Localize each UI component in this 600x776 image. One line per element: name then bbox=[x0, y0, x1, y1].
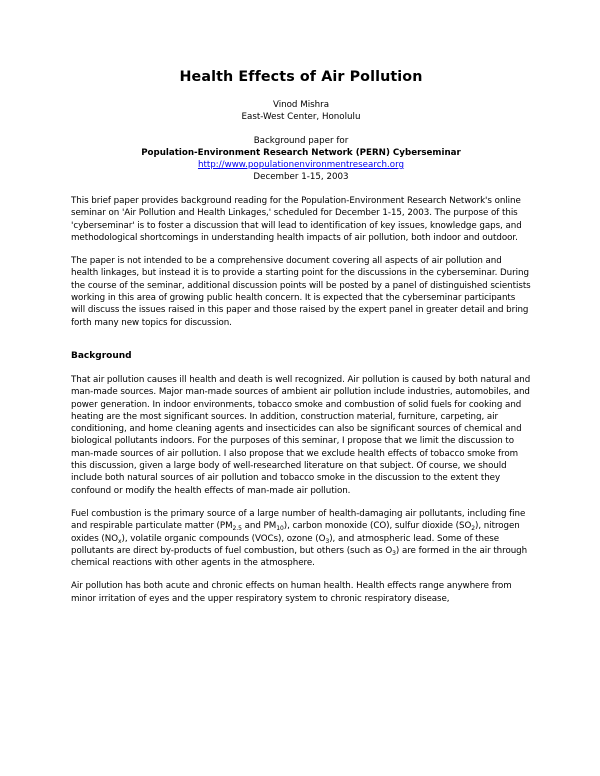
author-name: Vinod Mishra bbox=[272, 100, 330, 110]
network-link[interactable]: http://www.populationenvironmentresearch.org bbox=[197, 160, 405, 170]
intro-paragraph-1: This brief paper provides background reading for the Population-Environment Research Network's online seminar on 'Air Pollution and Health Linkages,' scheduled for December 1-15, 2003. The purpose of this 'cyberseminar' is to foster a discussion that will lead to identification of key issues, knowledge gaps, and methodological shortcomings in understanding health impacts of air pollution, both indoor and outdoor. bbox=[71, 196, 522, 243]
section-heading-background: Background bbox=[71, 350, 132, 361]
intro-paragraph-2: The paper is not intended to be a comprehensive document covering all aspects of air pollution and health linkages, but instead it is to provide a starting point for the discussions in the cyberseminar. During the course of the seminar, additional discussion points will be posted by a panel of distinguished scientists working in this area of growing public health concern. It is expected that the cyberseminar participants will discuss the issues raised in this paper and those raised by the expert panel in greater detail and bring forth many new topics for discussion. bbox=[71, 256, 531, 328]
network-name: Population-Environment Research Network (PERN) Cyberseminar bbox=[141, 148, 461, 158]
document-page bbox=[71, 66, 531, 605]
author-affiliation: East-West Center, Honolulu bbox=[241, 112, 361, 122]
paper-title: Health Effects of Air Pollution bbox=[179, 69, 423, 85]
fuel-combustion-paragraph: Fuel combustion is the primary source of a large number of health-damaging air pollutants, including fine and respirable particulate matter ($PM_{2.5}$ and $PM_{10}$), carbon monoxide (CO), sulfur dioxide $(SO_2)$, nitrogen oxides $(NO_x)$, volatile organic compounds (VOCs), ozone $(O_3)$, and atmospheric lead. Some of these pollutants are direct by-products of fuel combustion, but others (such as $O_3$) are formed in the air through chemical reactions with other agents in the atmosphere. bbox=[71, 508, 528, 569]
health-effects-paragraph: Air pollution has both acute and chronic effects on human health. Health effects range anywhere from minor irritation of eyes and the upper respiratory system to chronic respiratory disease, bbox=[71, 581, 512, 604]
seminar-dates: December 1-15, 2003 bbox=[253, 172, 349, 182]
background-for-line: Background paper for bbox=[253, 136, 349, 146]
background-paragraph-1: That air pollution causes ill health and death is well recognized. Air pollution is caused by both natural and man-made sources. Major man-made sources of ambient air pollution include industries, automobiles, and power generation. In indoor environments, tobacco smoke and combustion of solid fuels for cooking and heating are the most significant sources. In addition, construction material, furniture, carpeting, air conditioning, and home cleaning agents and insecticides can also be significant sources of chemical and biological pollutants indoors. For the purposes of this seminar, I propose that we limit the discussion to man-made sources of air pollution. I also propose that we exclude health effects of tobacco smoke from this discussion, given a large body of well-researched literature on that subject. Of course, we should include both natural sources of air pollution and tobacco smoke in the discussion to the extent they confound or modify the health effects of man-made air pollution. bbox=[71, 374, 531, 496]
